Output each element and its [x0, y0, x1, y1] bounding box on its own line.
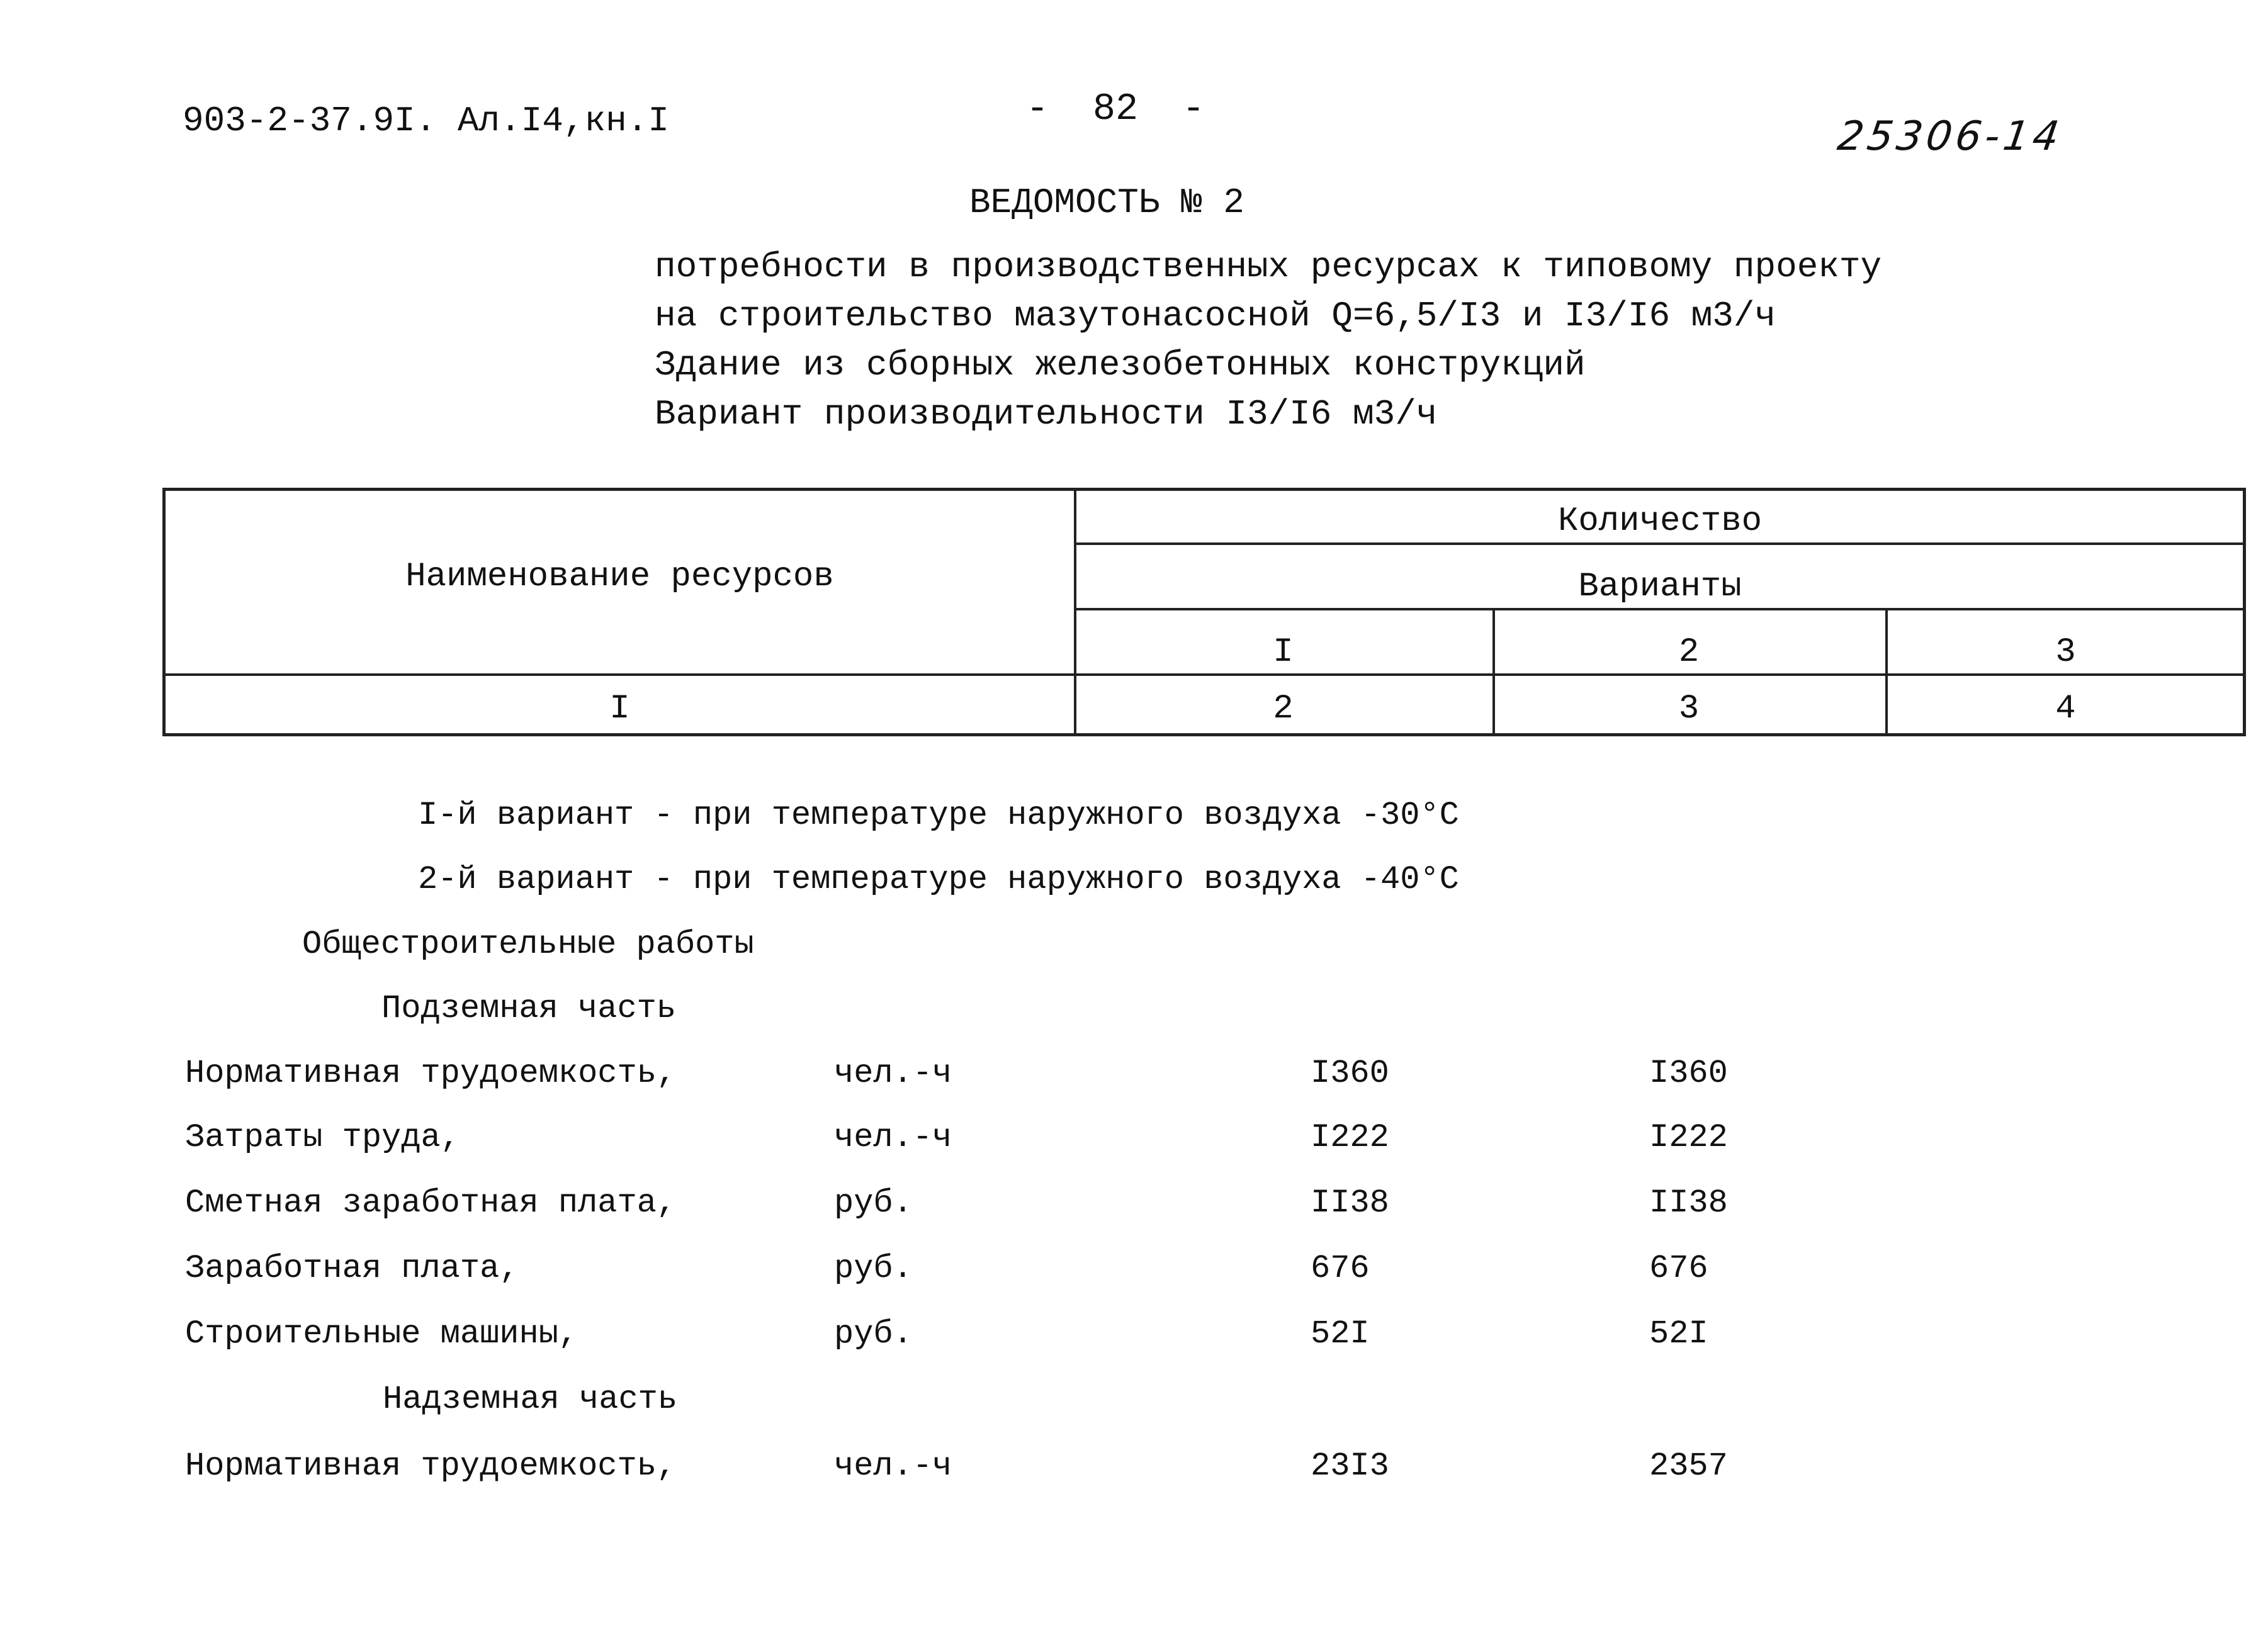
resource-label: Заработная плата, — [185, 1250, 519, 1287]
value-variant-1: 676 — [1311, 1250, 1370, 1287]
quantity-header: Количество — [1557, 502, 1763, 541]
value-variant-1: 23I3 — [1311, 1447, 1389, 1485]
resource-unit: чел.-ч — [834, 1119, 952, 1156]
document-title: ВЕДОМОСТЬ № 2 — [969, 183, 1244, 223]
column-number-1: I — [609, 690, 630, 728]
column-number-4: 4 — [2055, 690, 2076, 728]
resource-label: Нормативная трудоемкость, — [185, 1447, 677, 1485]
archive-number: 25306-14 — [1834, 113, 2066, 160]
divider — [1074, 542, 2246, 545]
value-variant-2: 676 — [1649, 1250, 1708, 1287]
value-variant-2: II38 — [1649, 1184, 1728, 1222]
page-number-block — [982, 88, 1249, 131]
section-title: Общестроительные работы — [302, 926, 754, 963]
subtitle-line: Вариант производительности I3/I6 м3/ч — [655, 394, 1438, 434]
dash-right: - — [1182, 88, 1205, 131]
subsection-title: Надземная часть — [383, 1381, 678, 1418]
resource-label: Сметная заработная плата, — [185, 1184, 677, 1222]
variant-column-3: 3 — [2055, 633, 2076, 671]
value-variant-1: I222 — [1311, 1119, 1389, 1156]
subtitle-line: потребности в производственных ресурсах к типовому проекту — [655, 247, 1882, 287]
variant-column-2: 2 — [1678, 633, 1700, 671]
variant-column-1: I — [1273, 633, 1294, 671]
document-code: 903-2-37.9I. Ал.I4,кн.I — [183, 101, 669, 141]
resource-label: Затраты труда, — [185, 1119, 460, 1156]
value-variant-2: 52I — [1649, 1315, 1708, 1352]
divider — [166, 673, 2246, 676]
variant-note: 2-й вариант - при температуре наружного воздуха -40°С — [418, 861, 1459, 898]
resource-unit: чел.-ч — [834, 1447, 952, 1485]
resource-label: Строительные машины, — [185, 1315, 578, 1352]
resource-label: Нормативная трудоемкость, — [185, 1055, 677, 1092]
subtitle-line: на строительство мазутонасосной Q=6,5/I3 и I3/I6 м3/ч — [655, 296, 1776, 336]
value-variant-2: I222 — [1649, 1119, 1728, 1156]
resource-unit: руб. — [834, 1315, 913, 1352]
resource-unit: руб. — [834, 1184, 913, 1222]
page-number: 82 — [1093, 88, 1139, 131]
value-variant-1: I360 — [1311, 1055, 1389, 1092]
value-variant-2: I360 — [1649, 1055, 1728, 1092]
value-variant-1: II38 — [1311, 1184, 1389, 1222]
subsection-title: Подземная часть — [381, 990, 677, 1027]
column-number-2: 2 — [1273, 690, 1294, 728]
name-header: Наименование ресурсов — [405, 558, 834, 596]
resource-table-header — [162, 488, 2246, 736]
subtitle-line: Здание из сборных железобетонных конструкций — [655, 345, 1586, 385]
variant-note: I-й вариант - при температуре наружного воздуха -30°С — [418, 797, 1459, 834]
resource-unit: руб. — [834, 1250, 913, 1287]
variants-header: Варианты — [1578, 568, 1742, 606]
value-variant-1: 52I — [1311, 1315, 1370, 1352]
value-variant-2: 2357 — [1649, 1447, 1728, 1485]
divider — [1074, 608, 2246, 610]
resource-unit: чел.-ч — [834, 1055, 952, 1092]
column-number-3: 3 — [1678, 690, 1700, 728]
dash-left: - — [1026, 88, 1049, 131]
